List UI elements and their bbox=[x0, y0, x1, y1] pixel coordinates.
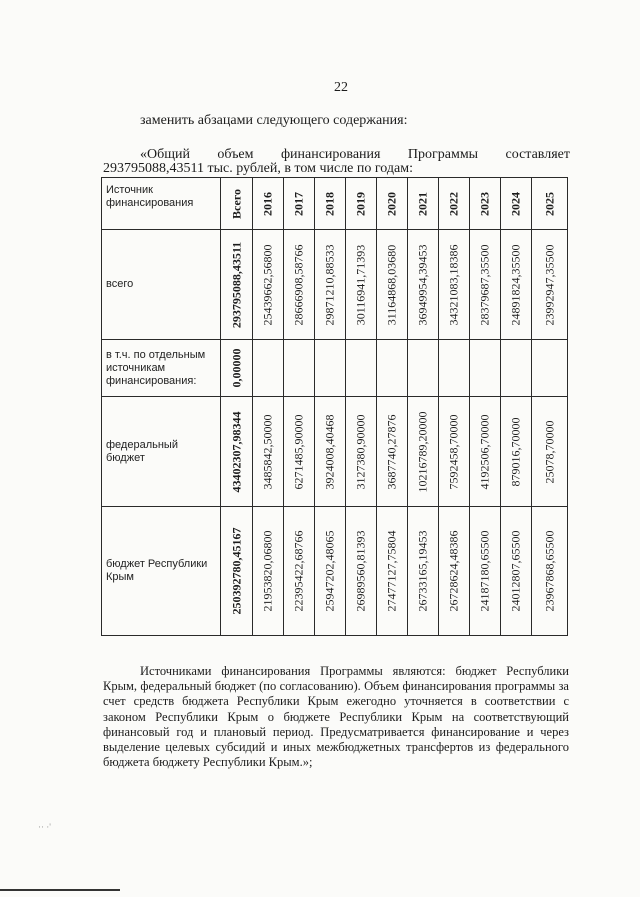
value-text: 27477127,75804 bbox=[384, 530, 399, 612]
funding-word: финансирования bbox=[280, 147, 381, 162]
value-cell bbox=[253, 397, 284, 507]
funding-word: объем bbox=[217, 147, 254, 162]
row-total-cell bbox=[221, 507, 253, 636]
value-text: 24891824,35500 bbox=[508, 244, 523, 325]
value-cell bbox=[501, 507, 532, 636]
value-text: 3127380,90000 bbox=[353, 414, 368, 489]
value-text: 879016,70000 bbox=[508, 417, 523, 486]
value-cell bbox=[315, 340, 346, 397]
value-text: 23967868,65500 bbox=[542, 530, 556, 612]
value-cell bbox=[253, 507, 284, 636]
value-text: 21953820,06800 bbox=[260, 530, 275, 612]
value-text: 28379687,35500 bbox=[477, 244, 492, 325]
value-cell bbox=[315, 230, 346, 340]
page-number: 22 bbox=[334, 80, 348, 95]
header-year bbox=[439, 178, 470, 230]
value-cell bbox=[501, 230, 532, 340]
value-cell bbox=[253, 230, 284, 340]
value-cell bbox=[346, 397, 377, 507]
header-year bbox=[377, 178, 408, 230]
value-cell bbox=[284, 507, 315, 636]
header-year-label: 2025 bbox=[542, 191, 556, 216]
row-total-value: 0,00000 bbox=[229, 348, 243, 388]
value-cell bbox=[315, 507, 346, 636]
value-text: 36949954,39453 bbox=[415, 244, 430, 325]
value-cell bbox=[377, 397, 408, 507]
value-cell bbox=[532, 397, 568, 507]
value-text: 34321083,18386 bbox=[446, 244, 461, 325]
value-cell bbox=[346, 507, 377, 636]
value-cell bbox=[532, 507, 568, 636]
value-text: 10216789,20000 bbox=[415, 411, 430, 492]
value-cell bbox=[284, 340, 315, 397]
header-year bbox=[532, 178, 568, 230]
funding-word: составляет bbox=[505, 147, 570, 162]
value-cell bbox=[377, 230, 408, 340]
header-year bbox=[315, 178, 346, 230]
value-cell bbox=[439, 230, 470, 340]
table-row-crimea bbox=[102, 507, 568, 636]
row-total-cell bbox=[221, 340, 253, 397]
value-text: 7592458,70000 bbox=[446, 414, 461, 489]
header-year-label: 2017 bbox=[291, 191, 306, 216]
funding-word: Программы bbox=[407, 147, 479, 162]
funding-sources-paragraph: Источниками финансирования Программы являются: бюджет Республики Крым, федеральный бюджет (по согласованию). Объем финансирования программы за счет средств бюджета Республики Крым ежегодно уточняется в соответствии с законом Республики Крым о бюджете Республики Крым на соответствующий финансовый год и плановый период. Предусматривается финансирование и через выделение целевых субсидий и иных межбюджетных трансфертов из федерального бюджета бюджету Республики Крым.»; bbox=[103, 664, 569, 770]
header-year-label: 2016 bbox=[260, 191, 275, 216]
row-label: в т.ч. по отдельным источникам финансирования: bbox=[102, 340, 221, 397]
header-year bbox=[408, 178, 439, 230]
header-year bbox=[346, 178, 377, 230]
row-label: всего bbox=[102, 230, 221, 340]
funding-table bbox=[101, 177, 568, 636]
header-year-label: 2023 bbox=[477, 191, 492, 216]
value-text: 3485842,50000 bbox=[260, 414, 275, 489]
header-total bbox=[221, 178, 253, 230]
value-text: 31164868,03680 bbox=[384, 244, 399, 325]
value-cell bbox=[501, 340, 532, 397]
value-text: 22395422,68766 bbox=[291, 530, 306, 612]
value-text: 29871210,88533 bbox=[322, 244, 337, 325]
value-cell bbox=[532, 230, 568, 340]
table-row-subtotal bbox=[102, 340, 568, 397]
header-year-label: 2024 bbox=[508, 191, 523, 216]
value-cell bbox=[501, 397, 532, 507]
value-text: 25439662,56800 bbox=[260, 244, 275, 325]
value-cell bbox=[470, 507, 501, 636]
table-row-federal bbox=[102, 397, 568, 507]
value-text: 28666908,58766 bbox=[291, 244, 306, 325]
value-cell bbox=[470, 397, 501, 507]
header-year-label: 2020 bbox=[384, 191, 399, 216]
value-cell bbox=[284, 230, 315, 340]
value-text: 30116941,71393 bbox=[353, 244, 368, 325]
header-year bbox=[284, 178, 315, 230]
value-cell bbox=[377, 507, 408, 636]
value-cell bbox=[408, 507, 439, 636]
value-text: 3687740,27876 bbox=[384, 414, 399, 489]
value-cell bbox=[470, 230, 501, 340]
row-total-value: 250392780,45167 bbox=[229, 527, 243, 615]
header-year-label: 2022 bbox=[446, 191, 461, 216]
header-year-label: 2018 bbox=[322, 191, 337, 216]
table-header-row bbox=[102, 178, 568, 230]
value-cell bbox=[470, 340, 501, 397]
value-text: 24187180,65500 bbox=[477, 530, 492, 612]
value-text: 25078,70000 bbox=[542, 420, 556, 483]
value-cell bbox=[408, 397, 439, 507]
value-text: 26989560,81393 bbox=[353, 530, 368, 612]
funding-word: «Общий bbox=[140, 147, 190, 162]
header-year bbox=[470, 178, 501, 230]
header-year-label: 2021 bbox=[415, 191, 430, 216]
value-cell bbox=[346, 230, 377, 340]
value-text: 26733165,19453 bbox=[415, 530, 430, 612]
row-total-value: 43402307,98344 bbox=[229, 411, 243, 492]
value-cell bbox=[408, 230, 439, 340]
row-total-cell bbox=[221, 397, 253, 507]
header-year-label: 2019 bbox=[353, 191, 368, 216]
value-text: 6271485,90000 bbox=[291, 414, 306, 489]
funding-intro-line2: 293795088,43511 тыс. рублей, в том числе по годам: bbox=[103, 161, 413, 176]
value-cell bbox=[377, 340, 408, 397]
value-cell bbox=[439, 340, 470, 397]
header-total-label: Всего bbox=[229, 188, 243, 219]
table-row-total bbox=[102, 230, 568, 340]
value-cell bbox=[439, 507, 470, 636]
value-cell bbox=[439, 397, 470, 507]
row-total-value: 293795088,43511 bbox=[229, 241, 243, 328]
footer-rule bbox=[0, 889, 120, 891]
header-year bbox=[501, 178, 532, 230]
value-cell bbox=[284, 397, 315, 507]
value-text: 23992947,35500 bbox=[542, 244, 556, 325]
header-year bbox=[253, 178, 284, 230]
value-cell bbox=[253, 340, 284, 397]
value-text: 4192506,70000 bbox=[477, 414, 492, 489]
value-text: 3924008,40468 bbox=[322, 414, 337, 489]
value-cell bbox=[408, 340, 439, 397]
row-label: бюджет Республики Крым bbox=[102, 507, 221, 636]
value-cell bbox=[532, 340, 568, 397]
scan-mark: ·· ·' bbox=[38, 822, 51, 832]
value-text: 25947202,48065 bbox=[322, 530, 337, 612]
row-label: федеральный бюджет bbox=[102, 397, 221, 507]
row-total-cell bbox=[221, 230, 253, 340]
value-cell bbox=[346, 340, 377, 397]
intro-text: заменить абзацами следующего содержания: bbox=[140, 113, 408, 128]
value-text: 26728624,48386 bbox=[446, 530, 461, 612]
header-source: Источник финансирования bbox=[102, 178, 221, 230]
value-cell bbox=[315, 397, 346, 507]
value-text: 24012807,65500 bbox=[508, 530, 523, 612]
